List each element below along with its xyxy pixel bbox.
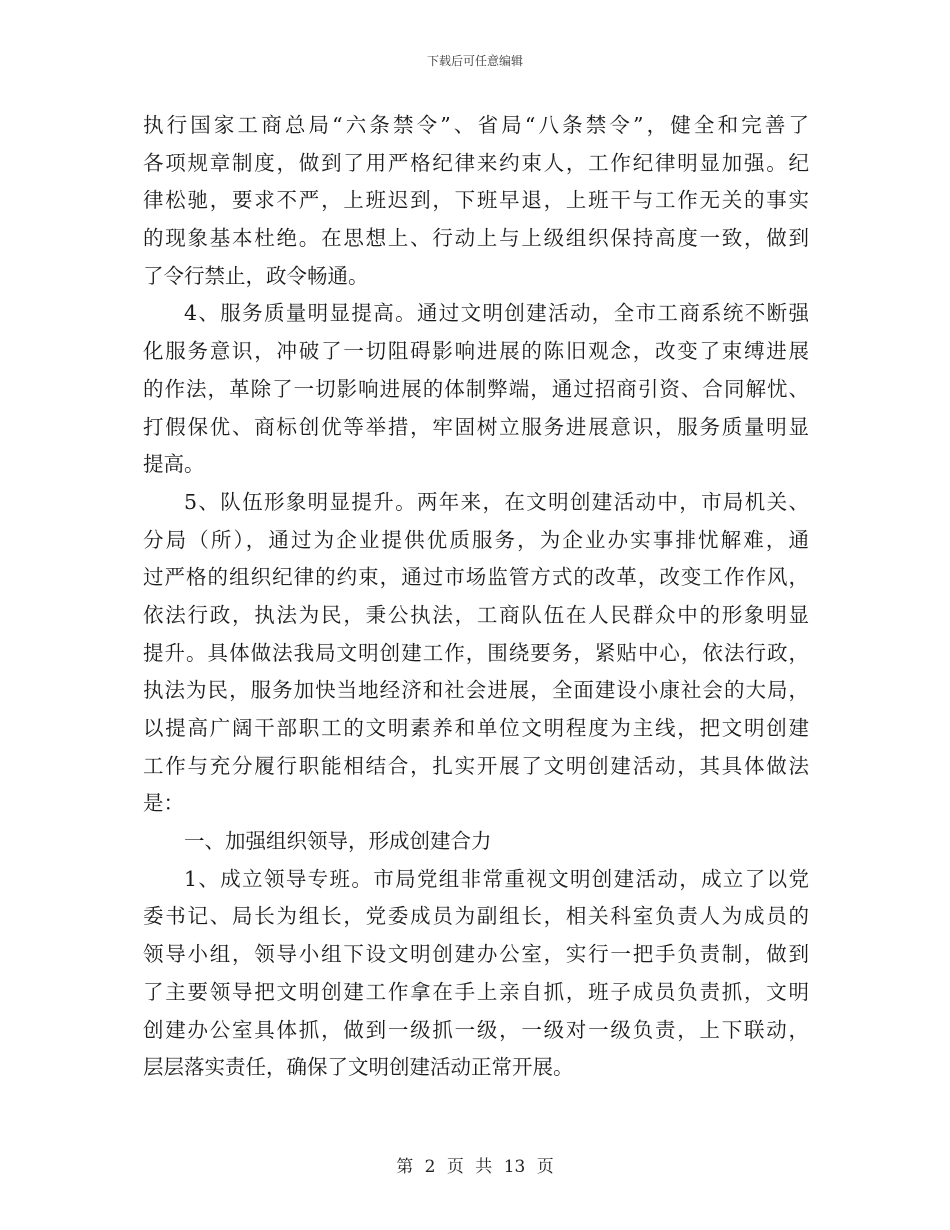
header-note: 下载后可任意编辑	[426, 54, 523, 68]
body-line: 领导小组，领导小组下设文明创建办公室，实行一把手负责制，做到	[143, 942, 809, 967]
body-line: 委书记、局长为组长，党委成员为副组长，相关科室负责人为成员的	[143, 904, 809, 929]
page-number: 第 2 页 共 13 页	[396, 1157, 554, 1177]
section-heading: 一、加强组织领导，形成创建合力	[184, 829, 492, 854]
body-line: 创建办公室具体抓，做到一级抓一级，一级对一级负责，上下联动，	[143, 1017, 809, 1042]
body-line: 化服务意识，冲破了一切阻碍影响进展的陈旧观念，改变了束缚进展	[143, 339, 809, 364]
body-line: 5、队伍形象明显提升。两年来，在文明创建活动中，市局机关、	[184, 489, 809, 514]
body-line: 执法为民，服务加快当地经济和社会进展，全面建设小康社会的大局，	[143, 678, 809, 703]
body-line: 了令行禁止，政令畅通。	[143, 263, 369, 288]
body-line: 层层落实责任，确保了文明创建活动正常开展。	[143, 1055, 574, 1080]
document-body	[143, 107, 809, 1087]
body-line: 4、服务质量明显提高。通过文明创建活动，全市工商系统不断强	[184, 301, 809, 326]
body-line: 工作与充分履行职能相结合，扎实开展了文明创建活动，其具体做法	[143, 753, 809, 778]
body-line: 提高。	[143, 452, 205, 477]
body-line: 过严格的组织纪律的约束，通过市场监管方式的改革，改变工作作风，	[143, 565, 809, 590]
body-line: 的作法，革除了一切影响进展的体制弊端，通过招商引资、合同解忧、	[143, 376, 809, 401]
body-line: 执行国家工商总局“六条禁令”、省局“八条禁令”，健全和完善了	[143, 113, 809, 137]
body-line: 了主要领导把文明创建工作拿在手上亲自抓，班子成员负责抓，文明	[143, 979, 809, 1004]
body-line: 1、成立领导专班。市局党组非常重视文明创建活动，成立了以党	[184, 866, 809, 891]
body-line: 的现象基本杜绝。在思想上、行动上与上级组织保持高度一致，做到	[143, 226, 809, 251]
body-line: 各项规章制度，做到了用严格纪律来约束人，工作纪律明显加强。纪	[143, 150, 809, 175]
body-line: 以提高广阔干部职工的文明素养和单位文明程度为主线，把文明创建	[143, 716, 809, 740]
body-line: 是：	[143, 791, 184, 816]
body-line: 提升。具体做法我局文明创建工作，围绕要务，紧贴中心，依法行政，	[143, 640, 809, 665]
body-line: 律松驰，要求不严，上班迟到，下班早退，上班干与工作无关的事实	[143, 188, 809, 213]
body-line: 分局（所），通过为企业提供优质服务，为企业办实事排忧解难，通	[143, 527, 809, 552]
body-line: 打假保优、商标创优等举措，牢固树立服务进展意识，服务质量明显	[143, 414, 809, 439]
body-line: 依法行政，执法为民，秉公执法，工商队伍在人民群众中的形象明显	[143, 602, 809, 627]
